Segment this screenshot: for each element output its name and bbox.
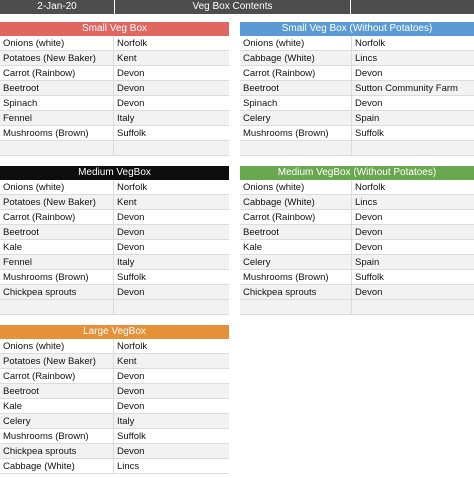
item-cell[interactable]: Potatoes (New Baker): [0, 354, 114, 368]
origin-cell[interactable]: Devon: [117, 386, 145, 397]
item-cell[interactable]: Beetroot: [240, 81, 352, 95]
table-row[interactable]: [0, 240, 229, 255]
origin-cell[interactable]: Suffolk: [355, 128, 384, 139]
item-cell[interactable]: Carrot (Rainbow): [0, 210, 114, 224]
large-vegbox-table: [0, 325, 229, 474]
medium-vegbox-no-potatoes-header[interactable]: Medium VegBox (Without Potatoes): [240, 166, 474, 180]
origin-cell[interactable]: Devon: [117, 212, 145, 223]
origin-cell[interactable]: Devon: [117, 242, 145, 253]
table-row[interactable]: [0, 414, 229, 429]
origin-cell[interactable]: [352, 141, 474, 155]
table-row[interactable]: [0, 384, 229, 399]
table-row[interactable]: [240, 225, 474, 240]
item-cell[interactable]: [240, 141, 352, 155]
table-row[interactable]: [240, 51, 474, 66]
table-row[interactable]: [0, 399, 229, 414]
large-vegbox-rows: [0, 339, 229, 474]
origin-cell[interactable]: Devon: [117, 401, 145, 412]
origin-cell[interactable]: Suffolk: [117, 431, 146, 442]
table-row[interactable]: [0, 270, 229, 285]
table-row[interactable]: [0, 180, 229, 195]
item-cell[interactable]: Mushrooms (Brown): [0, 270, 114, 284]
item-cell[interactable]: Mushrooms (Brown): [240, 270, 352, 284]
table-row[interactable]: [240, 195, 474, 210]
table-row[interactable]: [0, 339, 229, 354]
table-row[interactable]: [240, 66, 474, 81]
table-row[interactable]: [0, 369, 229, 384]
origin-cell[interactable]: Suffolk: [117, 128, 146, 139]
small-veg-box-table: [0, 22, 229, 156]
sheet-title-cell[interactable]: Veg Box Contents: [115, 0, 351, 14]
item-cell[interactable]: Cabbage (White): [240, 51, 352, 65]
origin-cell[interactable]: Lincs: [355, 53, 378, 64]
table-row[interactable]: [0, 225, 229, 240]
origin-cell[interactable]: Devon: [117, 287, 145, 298]
item-cell[interactable]: Kale: [240, 240, 352, 254]
table-row[interactable]: [240, 255, 474, 270]
item-cell[interactable]: Fennel: [0, 255, 114, 269]
item-cell[interactable]: Mushrooms (Brown): [0, 126, 114, 140]
date-cell[interactable]: 2-Jan-20: [0, 0, 115, 14]
table-row[interactable]: [240, 210, 474, 225]
item-cell[interactable]: [0, 141, 114, 155]
item-cell[interactable]: Chickpea sprouts: [240, 285, 352, 299]
table-row[interactable]: [240, 270, 474, 285]
table-row[interactable]: [0, 81, 229, 96]
origin-cell[interactable]: Suffolk: [117, 272, 146, 283]
item-cell[interactable]: Beetroot: [0, 225, 114, 239]
origin-cell[interactable]: [352, 300, 474, 314]
item-cell[interactable]: Onions (white): [0, 180, 114, 194]
table-row[interactable]: [240, 180, 474, 195]
table-row[interactable]: [0, 51, 229, 66]
medium-vegbox-rows: [0, 180, 229, 315]
origin-cell[interactable]: Spain: [355, 113, 380, 124]
item-cell[interactable]: Kale: [0, 240, 114, 254]
small-veg-box-header[interactable]: Small Veg Box: [0, 22, 229, 36]
table-row[interactable]: [240, 240, 474, 255]
item-cell[interactable]: Carrot (Rainbow): [0, 66, 114, 80]
item-cell[interactable]: [0, 300, 114, 314]
table-row[interactable]: [240, 81, 474, 96]
origin-cell[interactable]: Italy: [117, 416, 135, 427]
table-row[interactable]: [0, 66, 229, 81]
table-row[interactable]: [240, 126, 474, 141]
small-veg-box-no-potatoes-rows: [240, 36, 474, 156]
item-cell[interactable]: Chickpea sprouts: [0, 285, 114, 299]
table-row[interactable]: [0, 285, 229, 300]
item-cell[interactable]: Beetroot: [0, 81, 114, 95]
origin-cell[interactable]: Norfolk: [355, 182, 386, 193]
origin-cell[interactable]: Devon: [355, 98, 383, 109]
table-row[interactable]: [0, 126, 229, 141]
item-cell[interactable]: Celery: [0, 414, 114, 428]
table-row[interactable]: [240, 285, 474, 300]
empty-row[interactable]: [0, 300, 229, 315]
table-row[interactable]: [0, 429, 229, 444]
origin-cell[interactable]: [114, 141, 229, 155]
item-cell[interactable]: Onions (white): [0, 36, 114, 50]
table-row[interactable]: [0, 255, 229, 270]
table-row[interactable]: [0, 96, 229, 111]
origin-cell[interactable]: Kent: [117, 356, 137, 367]
medium-vegbox-header[interactable]: Medium VegBox: [0, 166, 229, 180]
origin-cell[interactable]: Spain: [355, 257, 380, 268]
table-row[interactable]: [0, 111, 229, 126]
item-cell[interactable]: Kale: [0, 399, 114, 413]
item-cell[interactable]: Spinach: [0, 96, 114, 110]
origin-cell[interactable]: Devon: [117, 371, 145, 382]
origin-cell[interactable]: Devon: [355, 212, 383, 223]
origin-cell[interactable]: Lincs: [117, 461, 140, 472]
table-row[interactable]: [0, 210, 229, 225]
item-cell[interactable]: Onions (white): [240, 36, 352, 50]
table-row[interactable]: [0, 459, 229, 474]
empty-row[interactable]: [240, 141, 474, 156]
medium-vegbox-no-potatoes-table: [240, 166, 474, 315]
origin-cell[interactable]: Norfolk: [117, 341, 148, 352]
item-cell[interactable]: Carrot (Rainbow): [240, 66, 352, 80]
table-row[interactable]: [0, 195, 229, 210]
item-cell[interactable]: Celery: [240, 255, 352, 269]
item-cell[interactable]: Onions (white): [0, 339, 114, 353]
origin-cell[interactable]: Devon: [117, 98, 145, 109]
origin-cell[interactable]: Lincs: [355, 197, 378, 208]
item-cell[interactable]: Carrot (Rainbow): [0, 369, 114, 383]
item-cell[interactable]: Potatoes (New Baker): [0, 195, 114, 209]
origin-cell[interactable]: Italy: [117, 257, 135, 268]
origin-cell[interactable]: [114, 300, 229, 314]
small-veg-box-no-potatoes-header[interactable]: Small Veg Box (Without Potatoes): [240, 22, 474, 36]
empty-row[interactable]: [0, 141, 229, 156]
table-row[interactable]: [240, 36, 474, 51]
item-cell[interactable]: Celery: [240, 111, 352, 125]
empty-header-cell[interactable]: [351, 0, 474, 14]
item-cell[interactable]: Chickpea sprouts: [0, 444, 114, 458]
origin-cell[interactable]: Devon: [117, 68, 145, 79]
origin-cell[interactable]: Kent: [117, 53, 137, 64]
item-cell[interactable]: Onions (white): [240, 180, 352, 194]
origin-cell[interactable]: Devon: [355, 227, 383, 238]
origin-cell[interactable]: Suffolk: [355, 272, 384, 283]
medium-vegbox-no-potatoes-rows: [240, 180, 474, 315]
table-row[interactable]: [0, 36, 229, 51]
header-bar: [0, 0, 474, 14]
origin-cell[interactable]: Norfolk: [117, 182, 148, 193]
medium-vegbox-table: [0, 166, 229, 315]
item-cell[interactable]: Beetroot: [240, 225, 352, 239]
empty-row[interactable]: [240, 300, 474, 315]
item-cell[interactable]: Mushrooms (Brown): [240, 126, 352, 140]
origin-cell[interactable]: Italy: [117, 113, 135, 124]
large-vegbox-header[interactable]: Large VegBox: [0, 325, 229, 339]
table-row[interactable]: [0, 444, 229, 459]
small-veg-box-rows: [0, 36, 229, 156]
table-row[interactable]: [240, 111, 474, 126]
origin-cell[interactable]: Norfolk: [117, 38, 148, 49]
origin-cell[interactable]: Devon: [117, 446, 145, 457]
origin-cell[interactable]: Devon: [355, 287, 383, 298]
item-cell[interactable]: Spinach: [240, 96, 352, 110]
item-cell[interactable]: Potatoes (New Baker): [0, 51, 114, 65]
item-cell[interactable]: Carrot (Rainbow): [240, 210, 352, 224]
origin-cell[interactable]: Norfolk: [355, 38, 386, 49]
origin-cell[interactable]: Devon: [355, 242, 383, 253]
item-cell[interactable]: [240, 300, 352, 314]
item-cell[interactable]: Fennel: [0, 111, 114, 125]
origin-cell[interactable]: Kent: [117, 197, 137, 208]
table-row[interactable]: [240, 96, 474, 111]
item-cell[interactable]: Beetroot: [0, 384, 114, 398]
table-row[interactable]: [0, 354, 229, 369]
origin-cell[interactable]: Devon: [355, 68, 383, 79]
item-cell[interactable]: Cabbage (White): [240, 195, 352, 209]
column-gap: [229, 14, 240, 478]
item-cell[interactable]: Cabbage (White): [0, 459, 114, 473]
origin-cell[interactable]: Devon: [117, 227, 145, 238]
small-veg-box-no-potatoes-table: [240, 22, 474, 156]
item-cell[interactable]: Mushrooms (Brown): [0, 429, 114, 443]
origin-cell[interactable]: Sutton Community Farm: [355, 83, 458, 94]
origin-cell[interactable]: Devon: [117, 83, 145, 94]
